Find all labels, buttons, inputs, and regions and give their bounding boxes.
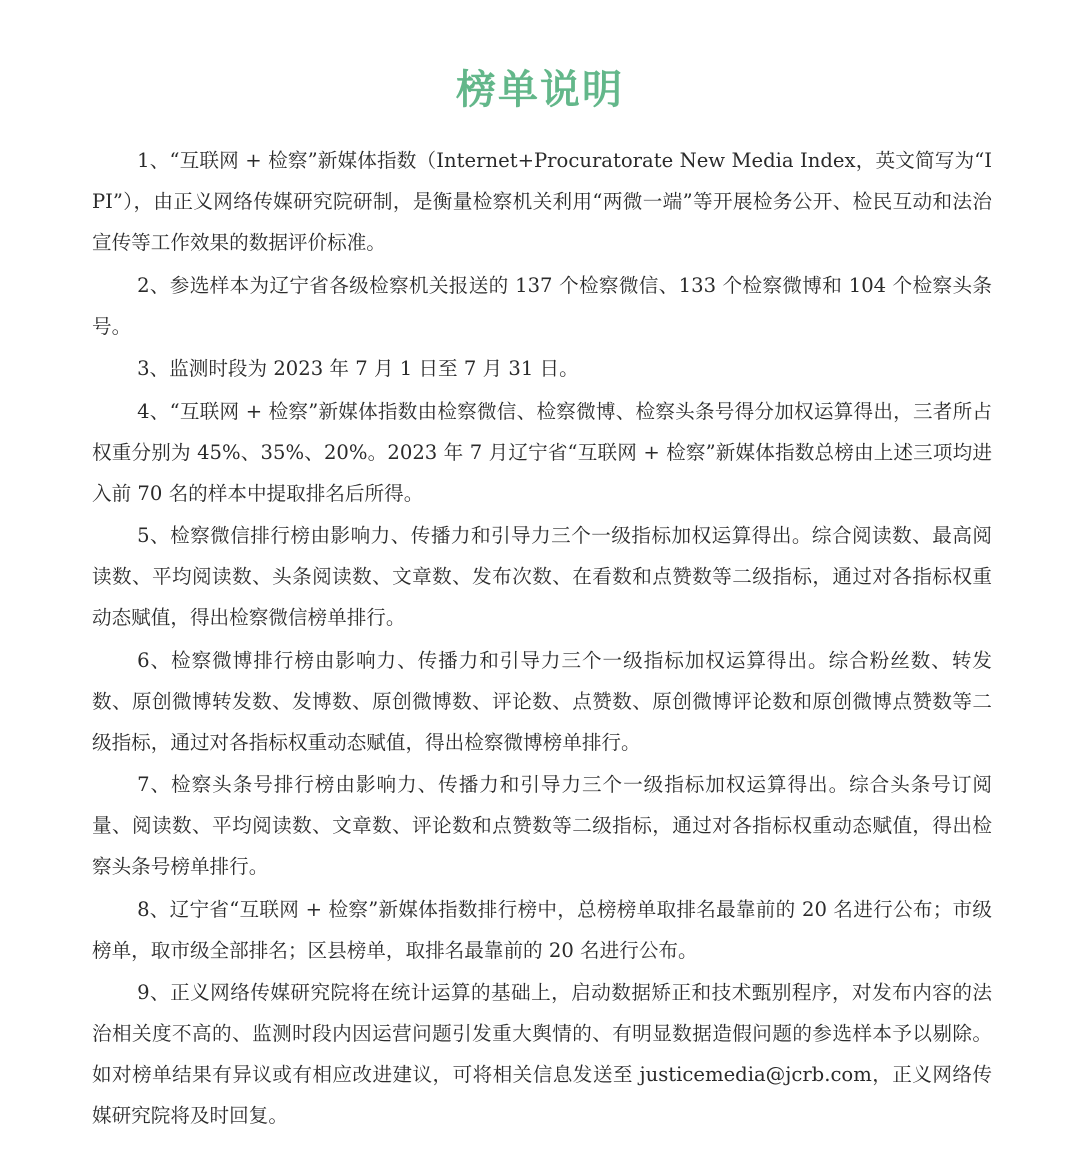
paragraph-7: 7、检察头条号排行榜由影响力、传播力和引导力三个一级指标加权运算得出。综合头条号订阅量、阅读数、平均阅读数、文章数、评论数和点赞数等二级指标，通过对各指标权重动态赋值，得出检察头条号榜单排行。	[92, 773, 992, 878]
paragraph-8: 8、辽宁省“互联网 + 检察”新媒体指数排行榜中，总榜榜单取排名最靠前的 20 名进行公布；市级榜单，取市级全部排名；区县榜单，取排名最靠前的 20 名进行公布。	[92, 897, 992, 962]
explanation-body	[92, 140, 992, 1138]
paragraph-3: 3、监测时段为 2023 年 7 月 1 日至 7 月 31 日。	[137, 357, 579, 380]
paragraph-1: 1、“互联网 + 检察”新媒体指数（Internet+Procuratorate New Media Index，英文简写为“IPI”），由正义网络传媒研究院研制，是衡量检察机关利用“两微一端”等开展检务公开、检民互动和法治宣传等工作效果的数据评价标准。	[92, 149, 992, 254]
paragraph-9: 9、正义网络传媒研究院将在统计运算的基础上，启动数据矫正和技术甄别程序，对发布内容的法治相关度不高的、监测时段内因运营问题引发重大舆情的、有明显数据造假问题的参选样本予以剔除。如对榜单结果有异议或有相应改进建议，可将相关信息发送至 justicemedia@jcrb.com，正义网络传媒研究院将及时回复。	[92, 981, 992, 1127]
paragraph-6: 6、检察微博排行榜由影响力、传播力和引导力三个一级指标加权运算得出。综合粉丝数、转发数、原创微博转发数、发博数、原创微博数、评论数、点赞数、原创微博评论数和原创微博点赞数等二级指标，通过对各指标权重动态赋值，得出检察微博榜单排行。	[92, 648, 992, 754]
paragraph-4: 4、“互联网 + 检察”新媒体指数由检察微信、检察微博、检察头条号得分加权运算得出，三者所占权重分别为 45%、35%、20%。2023 年 7 月辽宁省“互联网 + 检察”新媒体指数总榜由上述三项均进入前 70 名的样本中提取排名后所得。	[92, 399, 992, 505]
paragraph-5: 5、检察微信排行榜由影响力、传播力和引导力三个一级指标加权运算得出。综合阅读数、最高阅读数、平均阅读数、头条阅读数、文章数、发布次数、在看数和点赞数等二级指标，通过对各指标权重动态赋值，得出检察微信榜单排行。	[92, 524, 992, 629]
page-title: 榜单说明	[456, 67, 624, 113]
paragraph-2: 2、参选样本为辽宁省各级检察机关报送的 137 个检察微信、133 个检察微博和 104 个检察头条号。	[92, 273, 992, 338]
